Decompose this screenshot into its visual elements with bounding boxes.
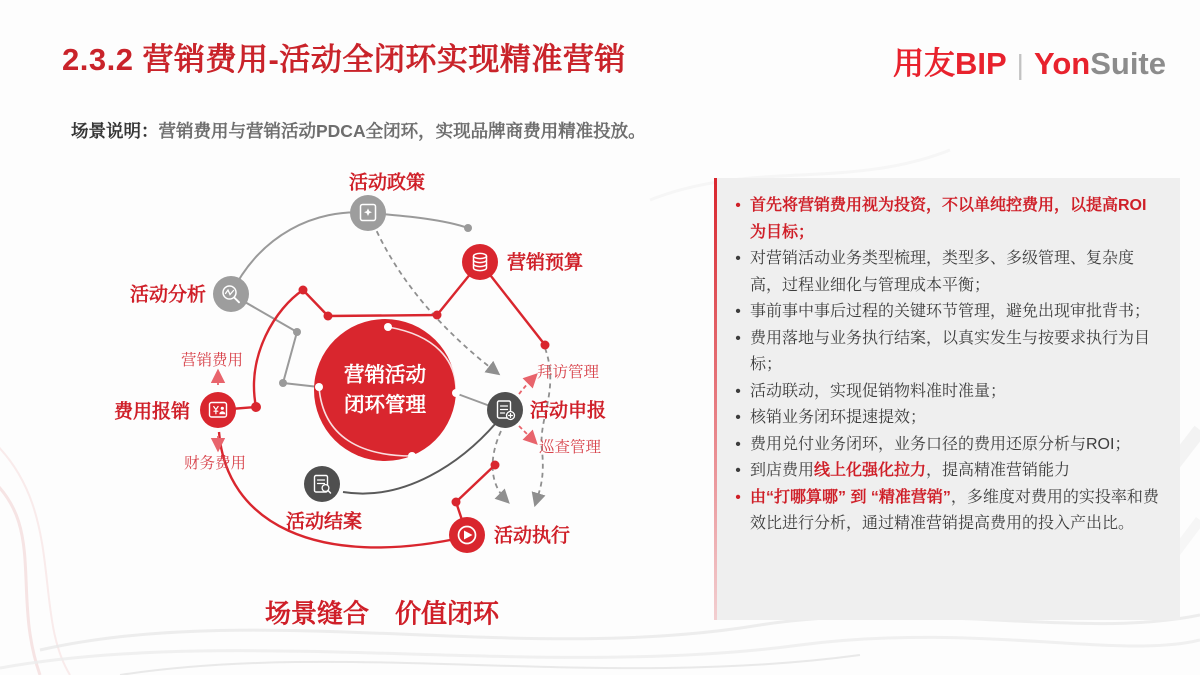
scene-description-row xyxy=(71,118,646,143)
logo-yon: Yon xyxy=(1033,46,1091,81)
panel-item xyxy=(726,326,1160,379)
logo-suite: Suite xyxy=(1090,46,1166,81)
center-circle-label xyxy=(344,360,426,419)
bullet-marker: • xyxy=(735,409,741,426)
reimburse-node-circle xyxy=(200,392,236,428)
panel-item-text: 由“打哪算哪” 到 “精准营销”，多维度对费用的实投率和费效比进行分析，通过精准营销提高费用的投入产出比。 xyxy=(750,488,1159,532)
sublabel-finance-fee: 财务费用 xyxy=(183,455,247,472)
key-points-list xyxy=(726,193,1160,538)
sublabel-patrol: 巡查管理 xyxy=(538,439,602,456)
bullet-marker: • xyxy=(735,488,741,506)
panel-item xyxy=(726,193,1160,246)
panel-item xyxy=(726,432,1160,459)
panel-item-text: 首先将营销费用视为投资，不以单纯控费用，以提高ROI为目标； xyxy=(750,197,1147,241)
node-label-budget: 营销预算 xyxy=(507,252,584,274)
diagram-slogan: 场景缝合 价值闭环 xyxy=(264,598,500,629)
node-label-policy: 活动政策 xyxy=(348,172,426,194)
panel-item xyxy=(726,485,1160,538)
logo-separator: | xyxy=(1016,49,1024,80)
logo-yonyou-bip: 用友BIP xyxy=(892,46,1007,81)
panel-item xyxy=(726,379,1160,406)
node-label-reimburse: 费用报销 xyxy=(113,401,191,423)
panel-item xyxy=(726,246,1160,299)
bullet-marker: • xyxy=(735,329,741,347)
panel-item-text: 事前事中事后过程的关键环节管理，避免出现审批背书； xyxy=(750,303,1151,320)
closed-loop-diagram xyxy=(90,150,690,660)
bullet-marker: • xyxy=(735,462,741,479)
node-label-execute: 活动执行 xyxy=(494,525,571,547)
panel-item-text: 费用兑付业务闭环，业务口径的费用还原分析与ROI； xyxy=(750,435,1131,453)
panel-item-text: 核销业务闭环提速提效； xyxy=(750,409,927,426)
panel-item-text: 对营销活动业务类型梳理，类型多、多级管理、复杂度高，过程业细化与管理成本平衡； xyxy=(750,250,1135,294)
bullet-marker: • xyxy=(735,382,741,400)
sublabel-visit: 拜访管理 xyxy=(536,364,600,381)
node-label-closing: 活动结案 xyxy=(285,511,363,533)
panel-item xyxy=(726,299,1160,326)
node-label-analysis: 活动分析 xyxy=(129,284,207,306)
bullet-marker: • xyxy=(735,303,741,320)
center-line2: 闭环管理 xyxy=(344,393,426,416)
panel-item xyxy=(726,405,1160,432)
brand-logo xyxy=(893,38,1166,83)
center-line1: 营销活动 xyxy=(344,363,426,387)
page-title: 2.3.2 营销费用-活动全闭环实现精准营销 xyxy=(62,42,626,77)
panel-item-text: 活动联动，实现促销物料准时准量； xyxy=(750,382,1007,400)
panel-item xyxy=(726,458,1160,485)
bullet-marker: • xyxy=(735,435,741,453)
bullet-marker: • xyxy=(735,197,741,214)
node-label-apply: 活动申报 xyxy=(530,400,607,422)
key-points-panel xyxy=(714,178,1180,620)
sublabel-marketing-fee: 营销费用 xyxy=(180,352,244,369)
panel-item-text: 到店费用线上化强化拉力，提高精准营销能力 xyxy=(750,462,1071,479)
scene-label: 场景说明： xyxy=(71,121,159,141)
bullet-marker: • xyxy=(735,250,741,267)
panel-item-text: 费用落地与业务执行结案，以真实发生与按要求执行为目标； xyxy=(750,329,1151,373)
scene-description: 营销费用与营销活动PDCA全闭环，实现品牌商费用精准投放。 xyxy=(158,121,646,141)
